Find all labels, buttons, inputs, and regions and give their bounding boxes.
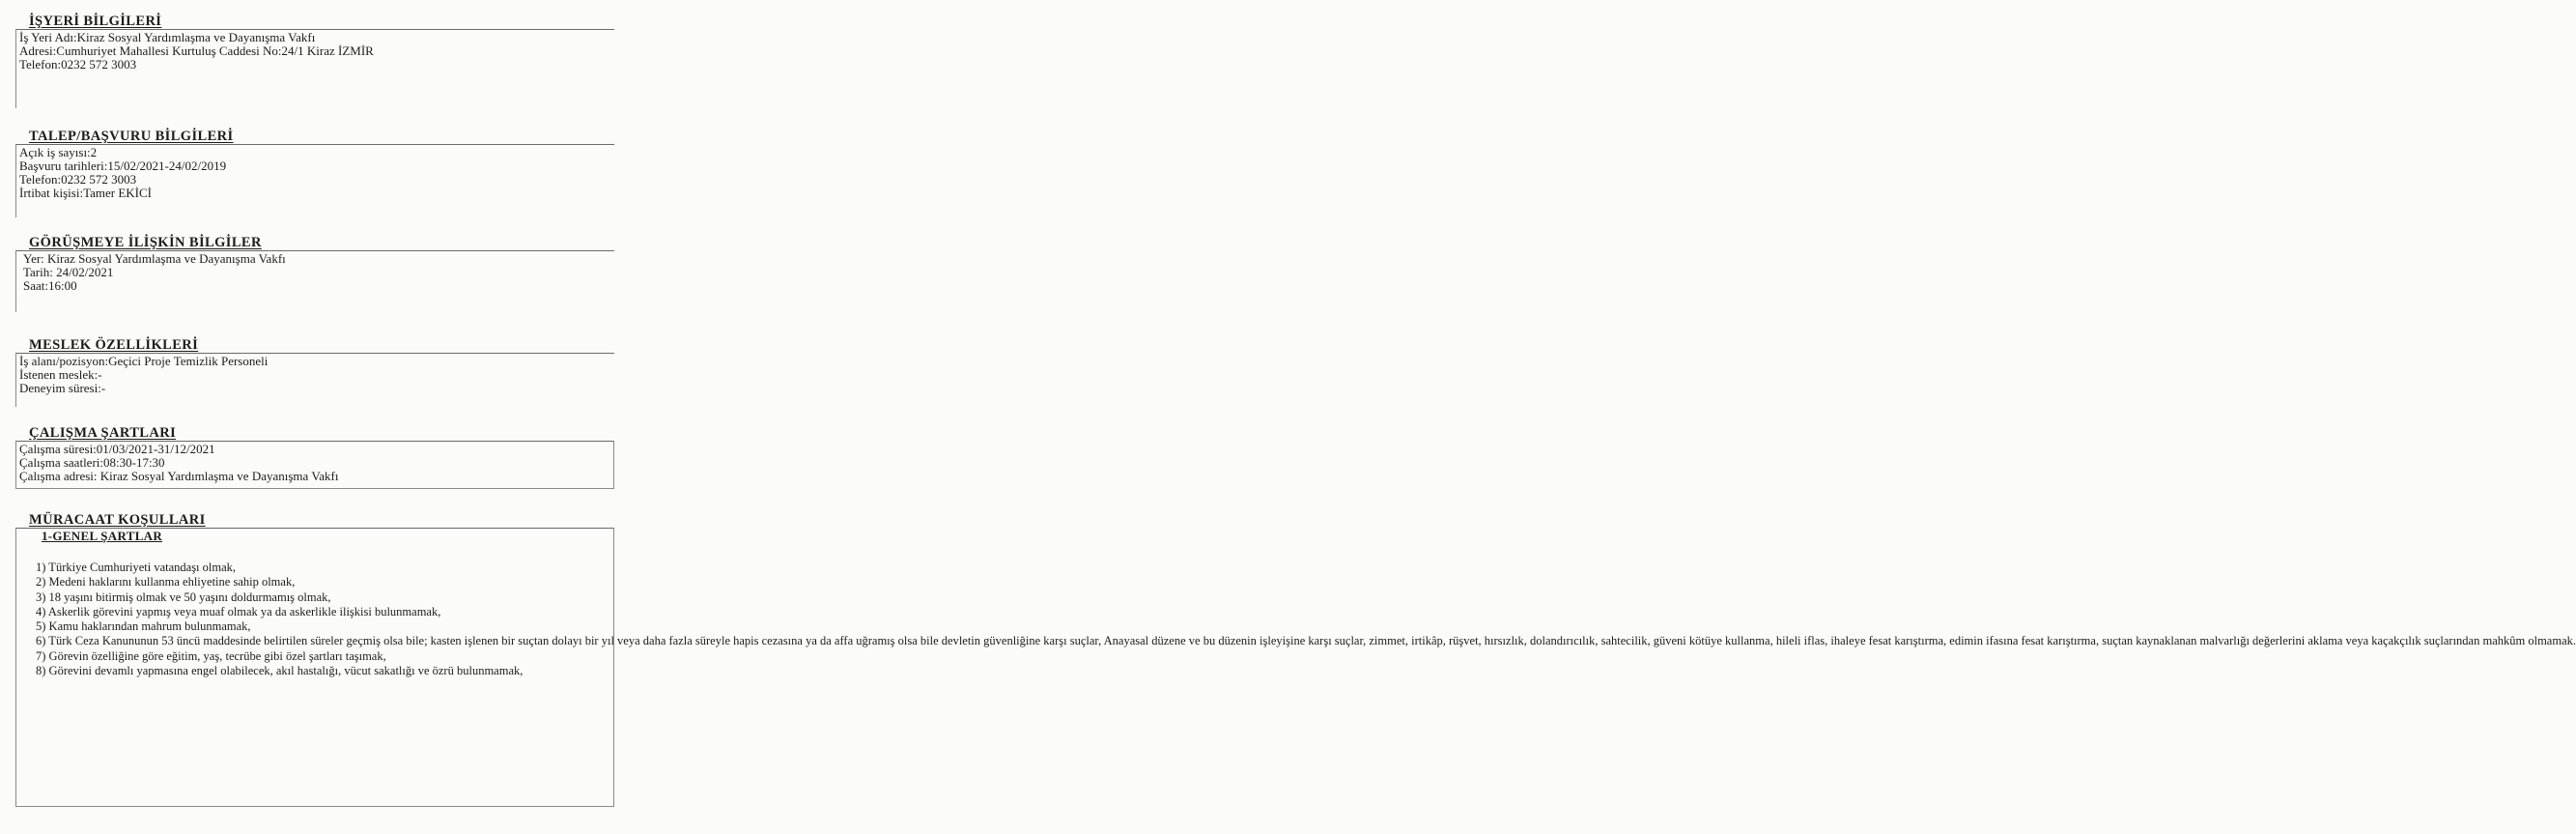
conditions-list: [16, 561, 2576, 678]
meslek-profession: İstenen meslek:-: [19, 367, 102, 382]
muracaat-box: [15, 528, 2576, 807]
isyeri-phone: Telefon:0232 572 3003: [19, 57, 137, 72]
calisma-heading: ÇALIŞMA ŞARTLARI: [29, 425, 177, 441]
talep-phone: Telefon:0232 572 3003: [19, 172, 137, 187]
talep-dates: Başvuru tarihleri:15/02/2021-24/02/2019: [19, 158, 227, 173]
condition-item: 1) Türkiye Cumhuriyeti vatandaşı olmak,: [36, 561, 237, 574]
condition-item: 6) Türk Ceza Kanununun 53 üncü maddesinde belirtilen süreler geçmiş olsa bile; kasten işlenen bir suçtan dolayı bir yıl veya daha fazla süreyle hapis cezasına ya da affa uğramış olsa bile devletin güvenliğine karşı suçlar, Anayasal düzene ve bu düzenin işleyişine karşı suçlar, zimmet, irtikâp, rüşvet, hırsızlık, dolandırıcılık, sahtecilik, güveni kötüye kullanma, hileli iflas, ihaleye fesat karıştırma, edimin ifasına fesat karıştırma, suçtan kaynaklanan malvarlığı değerlerini aklama veya kaçakçılık suçlarından mahkûm olmamak.: [36, 634, 2576, 648]
isyeri-address: Adresi:Cumhuriyet Mahallesi Kurtuluş Caddesi No:24/1 Kiraz İZMİR: [19, 43, 374, 58]
gorusme-place: Yer: Kiraz Sosyal Yardımlaşma ve Dayanışma Vakfı: [23, 251, 286, 266]
talep-open-positions: Açık iş sayısı:2: [19, 145, 98, 159]
gorusme-date: Tarih: 24/02/2021: [23, 265, 114, 279]
condition-item: 7) Görevin özelliğine göre eğitim, yaş, tecrübe gibi özel şartları taşımak,: [36, 648, 386, 663]
meslek-heading: MESLEK ÖZELLİKLERİ: [29, 337, 199, 353]
calisma-box: [15, 441, 614, 489]
talep-box: [15, 144, 614, 217]
calisma-address: Çalışma adresi: Kiraz Sosyal Yardımlaşma ve Dayanışma Vakfı: [19, 469, 339, 483]
meslek-section: [15, 337, 614, 407]
condition-item: 2) Medeni haklarını kullanma ehliyetine sahip olmak,: [36, 575, 296, 590]
condition-item: 4) Askerlik görevini yapmış veya muaf olmak ya da askerlikle ilişkisi bulunmamak,: [36, 604, 441, 618]
muracaat-section: [15, 512, 2576, 807]
isyeri-section: [15, 14, 614, 108]
condition-item: 3) 18 yaşını bitirmiş olmak ve 50 yaşını doldurmamış olmak,: [36, 590, 331, 604]
meslek-position: İş alanı/pozisyon:Geçici Proje Temizlik Personeli: [19, 354, 269, 368]
talep-contact: İrtibat kişisi:Tamer EKİCİ: [19, 186, 153, 200]
gorusme-time: Saat:16:00: [23, 278, 77, 293]
isyeri-heading: İŞYERİ BİLGİLERİ: [29, 14, 162, 29]
gorusme-box: [15, 250, 614, 312]
calisma-period: Çalışma süresi:01/03/2021-31/12/2021: [19, 442, 215, 456]
condition-item: 8) Görevini devamlı yapmasına engel olabilecek, akıl hastalığı, vücut sakatlığı ve özrü bulunmamak,: [36, 664, 524, 678]
muracaat-heading: MÜRACAAT KOŞULLARI: [29, 512, 206, 528]
calisma-section: [15, 425, 614, 489]
genel-sartlar-heading: 1-GENEL ŞARTLAR: [42, 529, 163, 543]
gorusme-heading: GÖRÜŞMEYE İLİŞKİN BİLGİLER: [29, 235, 262, 250]
talep-heading: TALEP/BAŞVURU BİLGİLERİ: [29, 129, 234, 144]
calisma-hours: Çalışma saatleri:08:30-17:30: [19, 455, 165, 470]
gorusme-section: [15, 235, 614, 312]
condition-item: 5) Kamu haklarından mahrum bulunmamak,: [36, 619, 251, 634]
talep-section: [15, 129, 614, 217]
isyeri-name: İş Yeri Adı:Kiraz Sosyal Yardımlaşma ve Dayanışma Vakfı: [19, 30, 316, 44]
meslek-box: [15, 353, 614, 407]
meslek-experience: Deneyim süresi:-: [19, 381, 106, 395]
isyeri-box: [15, 29, 614, 108]
